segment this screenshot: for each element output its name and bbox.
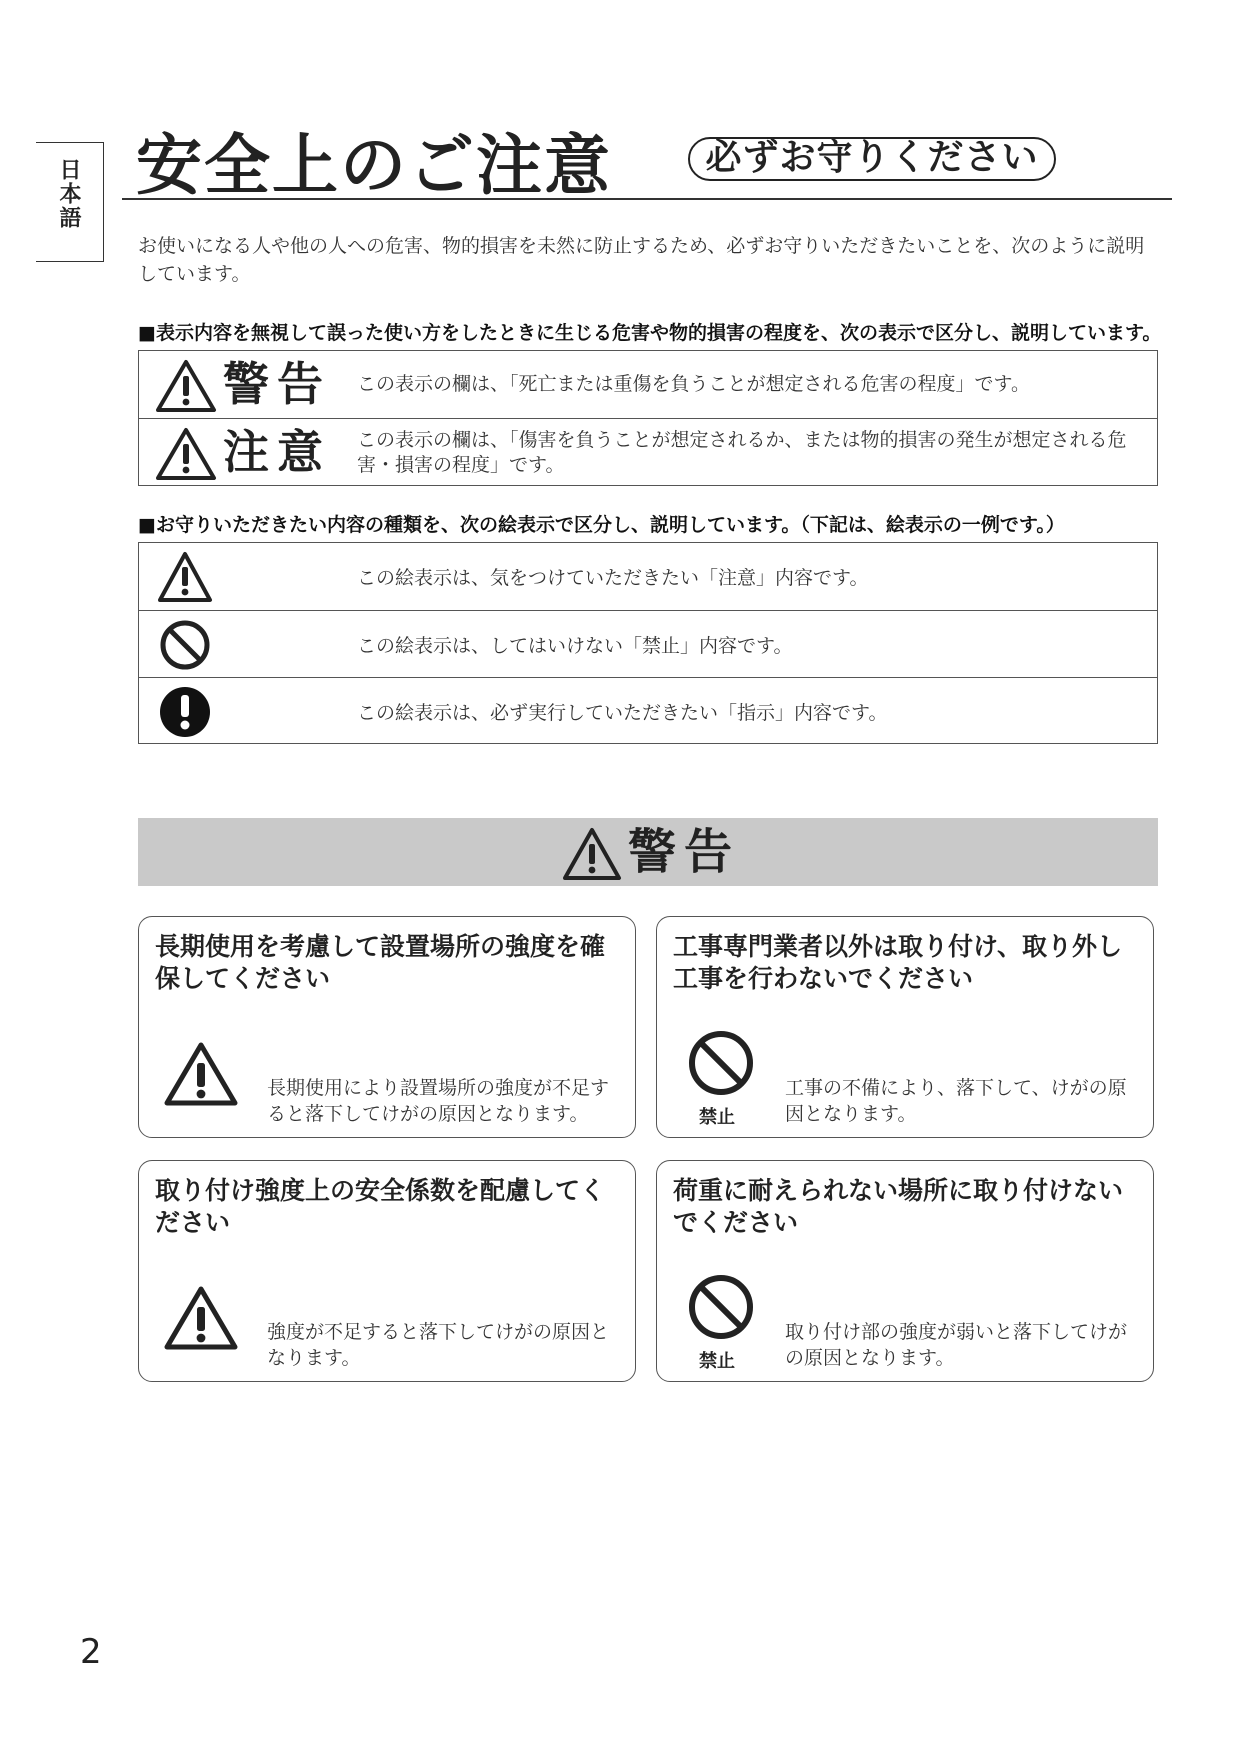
pictogram-row-prohibition [139, 610, 1157, 678]
prohibition-icon [687, 1273, 755, 1341]
pictogram-row-mandatory [139, 677, 1157, 745]
warning-banner [138, 818, 1158, 886]
card-text: 取り付け部の強度が弱いと落下してけがの原因となります。 [785, 1321, 1128, 1369]
warning-triangle-icon [155, 359, 217, 413]
pictogram-row-caution [139, 543, 1157, 610]
intro-paragraph: お使いになる人や他の人への危害、物的損害を未然に防止するため、必ずお守りいただきたいことを、次のように説明しています。 [138, 235, 1145, 285]
prohibition-label: 禁止 [699, 1107, 735, 1128]
pictogram-section-heading: ■お守りいただきたい内容の種類を、次の絵表示で区分し、説明しています。（下記は、絵表示の一例です。） [138, 514, 1065, 536]
caution-triangle-icon [157, 550, 213, 604]
warning-banner-label: 警告 [628, 824, 741, 880]
prohibition-icon [157, 618, 213, 672]
signal-desc-warning: この表示の欄は、「死亡または重傷を負うことが想定される危害の程度」です。 [357, 373, 1030, 395]
warning-card-strength [138, 916, 636, 1138]
warning-triangle-icon [155, 427, 217, 481]
page-title: 安全上のご注意 [136, 127, 612, 204]
warning-card-safety-factor [138, 1160, 636, 1382]
signal-desc-caution: この表示の欄は、「傷害を負うことが想定されるか、または物的損害の発生が想定される危害・損害の程度」です。 [357, 428, 1127, 476]
card-text: 強度が不足すると落下してけがの原因となります。 [267, 1321, 610, 1369]
card-title: 取り付け強度上の安全係数を配慮してください [155, 1176, 606, 1237]
signal-word-caution: 注意 [223, 425, 331, 479]
warning-triangle-icon [562, 827, 622, 881]
signal-row-warning [139, 351, 1157, 418]
prohibition-label: 禁止 [699, 1351, 735, 1372]
signal-word-table [138, 350, 1158, 486]
card-title: 工事専門業者以外は取り付け、取り外し工事を行わないでください [673, 932, 1123, 993]
pictogram-desc-caution: この絵表示は、気をつけていただきたい「注意」内容です。 [357, 567, 869, 589]
pictogram-table [138, 542, 1158, 744]
prohibition-icon [687, 1029, 755, 1097]
caution-triangle-icon [163, 1285, 239, 1351]
card-title: 長期使用を考慮して設置場所の強度を確保してください [155, 932, 606, 993]
warning-card-load [656, 1160, 1154, 1382]
language-side-tab-label: 日本語 [56, 158, 81, 230]
signal-section-heading: ■表示内容を無視して誤った使い方をしたときに生じる危害や物的損害の程度を、次の表示で区分し、説明しています。 [138, 322, 1162, 344]
warning-card-installer [656, 916, 1154, 1138]
card-title: 荷重に耐えられない場所に取り付けないでください [673, 1176, 1124, 1237]
card-text: 長期使用により設置場所の強度が不足すると落下してけがの原因となります。 [267, 1077, 610, 1125]
card-text: 工事の不備により、落下して、けがの原因となります。 [785, 1077, 1127, 1125]
mandatory-exclamation-icon [157, 685, 213, 739]
pictogram-desc-mandatory: この絵表示は、必ず実行していただきたい「指示」内容です。 [357, 702, 888, 724]
caution-triangle-icon [163, 1041, 239, 1107]
signal-word-warning: 警告 [223, 357, 331, 411]
must-follow-badge: 必ずお守りください [688, 137, 1056, 181]
page-number: 2 [80, 1632, 102, 1672]
pictogram-desc-prohibition: この絵表示は、してはいけない「禁止」内容です。 [357, 635, 793, 657]
title-divider [122, 198, 1172, 200]
signal-row-caution [139, 418, 1157, 486]
